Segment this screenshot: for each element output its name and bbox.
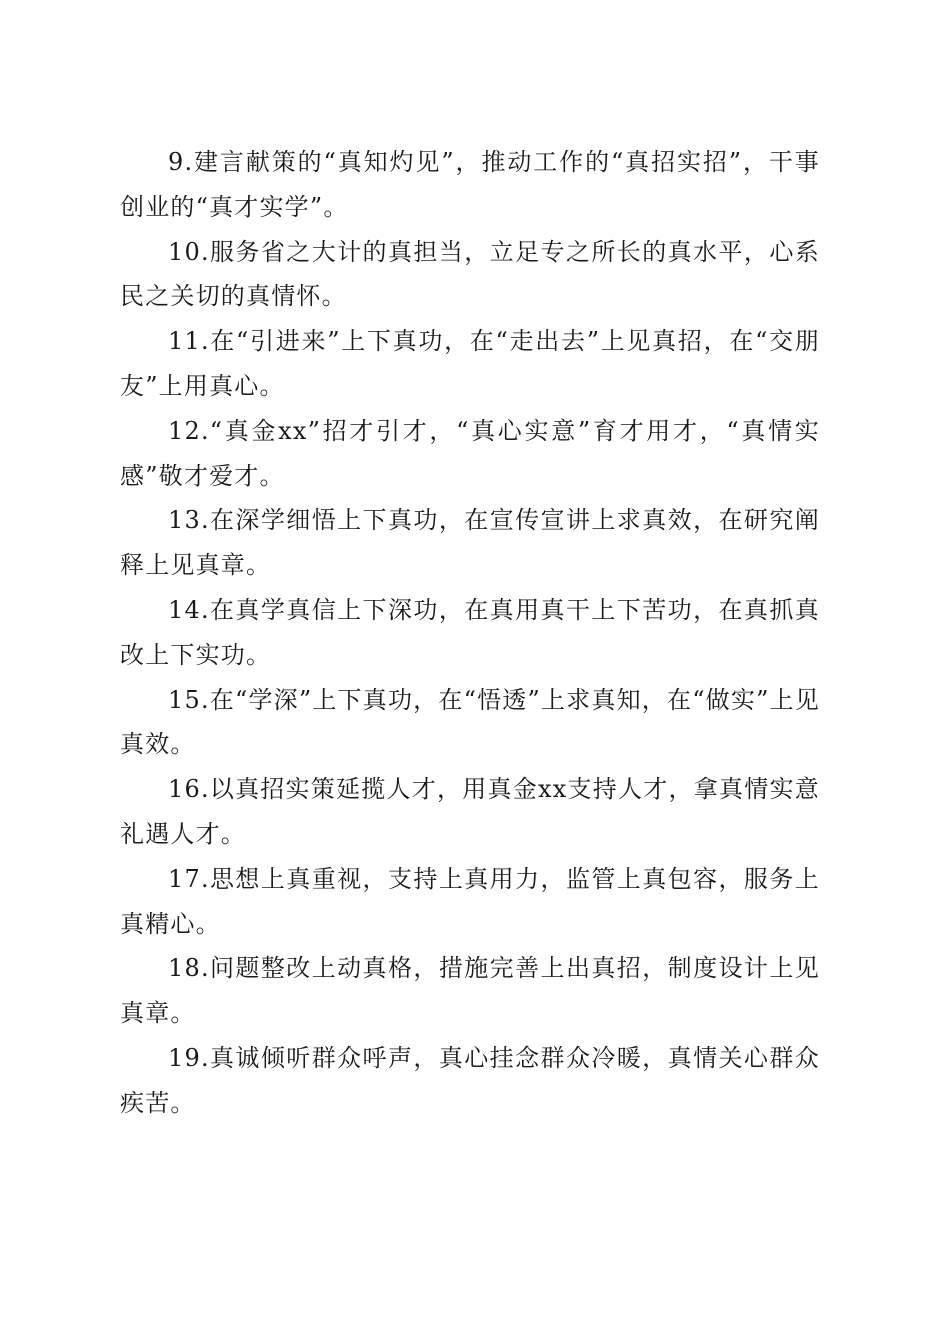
paragraph-item-14: 14.在真学真信上下深功，在真用真干上下苦功，在真抓真改上下实功。 (120, 595, 820, 669)
paragraph-item-18: 18.问题整改上动真格，措施完善上出真招，制度设计上见真章。 (120, 954, 820, 1028)
paragraph-item-10: 10.服务省之大计的真担当，立足专之所长的真水平，心系民之关切的真情怀。 (120, 237, 820, 311)
paragraph-item-11: 11.在“引进来”上下真功，在“走出去”上见真招，在“交朋友”上用真心。 (120, 327, 820, 400)
document-body (120, 140, 820, 1126)
paragraph-item-15: 15.在“学深”上下真功，在“悟透”上求真知，在“做实”上见真效。 (120, 685, 820, 759)
paragraph-item-13: 13.在深学细悟上下真功，在宣传宣讲上求真效，在研究阐释上见真章。 (120, 506, 820, 580)
paragraph-item-16: 16.以真招实策延揽人才，用真金xx支持人才，拿真情实意礼遇人才。 (120, 775, 820, 848)
paragraph-item-19: 19.真诚倾听群众呼声，真心挂念群众冷暖，真情关心群众疾苦。 (120, 1043, 820, 1117)
paragraph-item-9: 9.建言献策的“真知灼见”，推动工作的“真招实招”，干事创业的“真才实学”。 (120, 148, 820, 221)
paragraph-item-12: 12.“真金xx”招才引才，“真心实意”育才用才，“真情实感”敬才爱才。 (120, 416, 820, 490)
paragraph-item-17: 17.思想上真重视，支持上真用力，监管上真包容，服务上真精心。 (120, 864, 820, 938)
